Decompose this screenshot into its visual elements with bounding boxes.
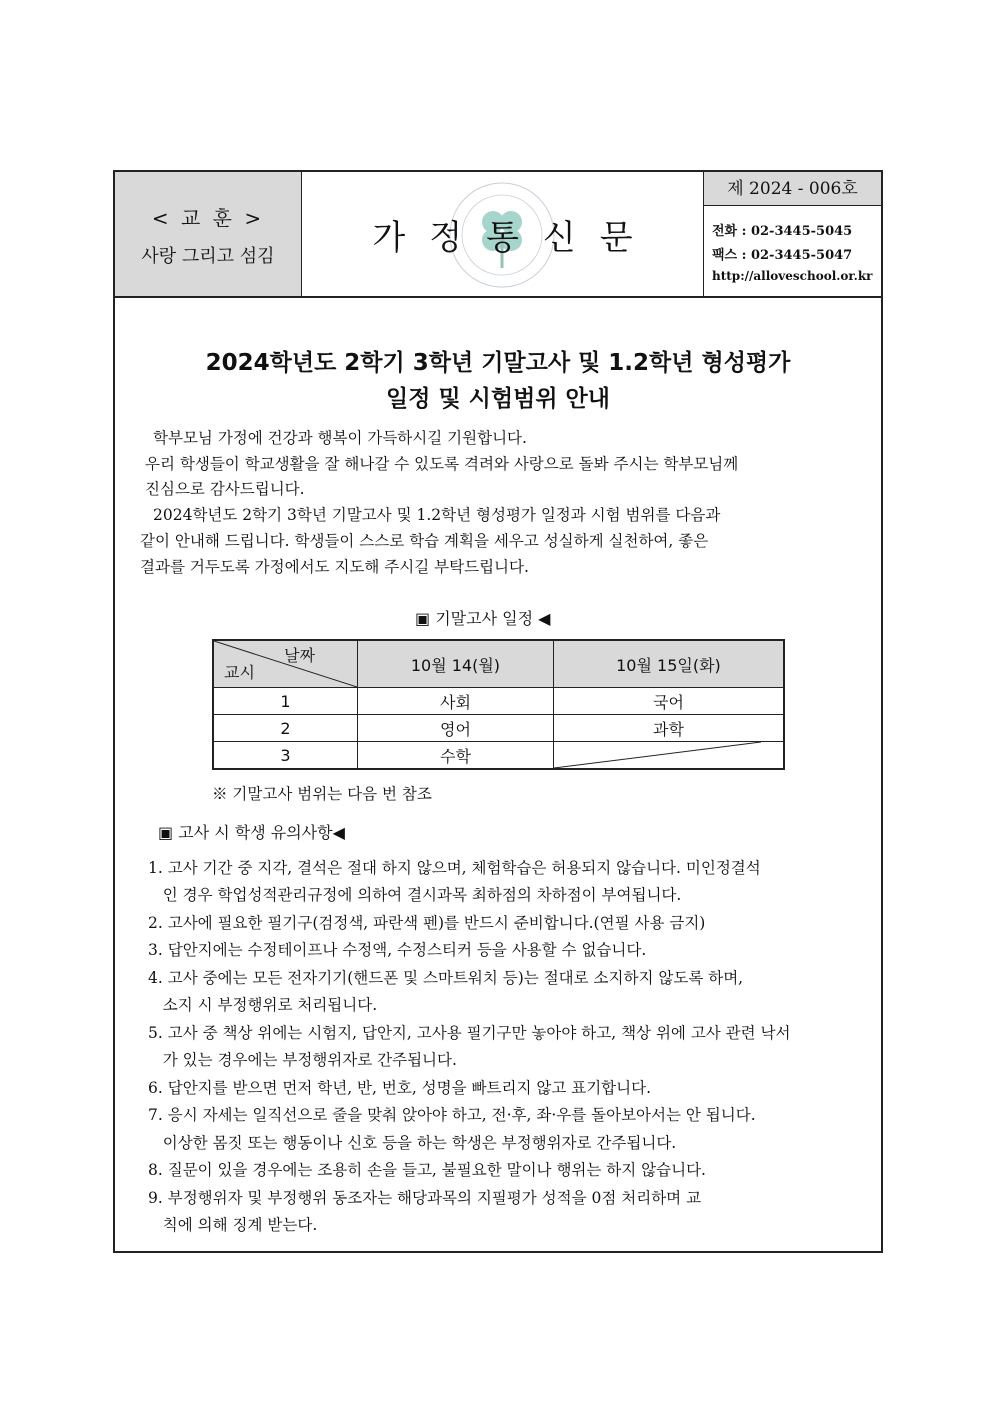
fax-number: 팩스 : 02-3445-5047 <box>712 248 853 263</box>
date-header: 10월 15일(화) <box>553 640 784 688</box>
school-motto-box <box>115 172 302 296</box>
subject-cell: 영어 <box>358 715 554 742</box>
table-row <box>213 688 784 715</box>
rule-line: 인 경우 학업성적관리규정에 의하여 결시과목 최하점의 차하점이 부여됩니다. <box>148 886 682 904</box>
date-header: 10월 14(월) <box>358 640 554 688</box>
rule-line: 4. 고사 중에는 모든 전자기기(핸드폰 및 스마트워치 등)는 절대로 소지하지 않도록 하며, <box>148 969 744 987</box>
corner-date-label: 날짜 <box>284 646 315 665</box>
newsletter-title: 가정통신문 <box>372 218 657 258</box>
table-header-row <box>213 640 784 688</box>
empty-slot-diagonal <box>554 742 761 768</box>
rule-line: 칙에 의해 징계 받는다. <box>148 1216 318 1234</box>
issue-number: 제 2024 - 006호 <box>704 172 881 206</box>
rule-line: 5. 고사 중 책상 위에는 시험지, 답안지, 고사용 필기구만 놓아야 하고, 책상 위에 고사 관련 낙서 <box>148 1024 791 1042</box>
motto-title: < 교 훈 > <box>151 206 265 230</box>
school-url: http://alloveschool.or.kr <box>712 269 873 283</box>
intro-line: 결과를 거두도록 가정에서도 지도해 주시길 부탁드립니다. <box>140 558 529 576</box>
subject-cell: 수학 <box>358 742 554 770</box>
subject-cell: 사회 <box>358 688 554 715</box>
rule-line: 2. 고사에 필요한 필기구(검정색, 파란색 펜)를 반드시 준비합니다.(연필 사용 금지) <box>148 914 706 932</box>
rule-line: 8. 질문이 있을 경우에는 조용히 손을 들고, 불필요한 말이나 행위는 하지 않습니다. <box>148 1161 706 1179</box>
table-row <box>213 715 784 742</box>
rule-line: 1. 고사 기간 중 지각, 결석은 절대 하지 않으며, 체험학습은 허용되지 않습니다. 미인정결석 <box>148 859 761 877</box>
intro-line: 학부모님 가정에 건강과 행복이 가득하시길 기원합니다. <box>153 429 527 447</box>
rule-line: 이상한 몸짓 또는 행동이나 신호 등을 하는 학생은 부정행위자로 간주됩니다. <box>148 1134 677 1152</box>
rule-line: 가 있는 경우에는 부정행위자로 간주됩니다. <box>148 1051 457 1069</box>
intro-line: 진심으로 감사드립니다. <box>145 480 305 498</box>
issue-info-box <box>703 172 881 296</box>
rule-line: 9. 부정행위자 및 부정행위 동조자는 해당과목의 지필평가 성적을 0점 처리하며 교 <box>148 1189 702 1207</box>
main-title-line1: 2024학년도 2학기 3학년 기말고사 및 1.2학년 형성평가 <box>205 350 791 376</box>
rule-line: 7. 응시 자세는 일직선으로 줄을 맞춰 앉아야 하고, 전·후, 좌·우를 돌아보아서는 안 됩니다. <box>148 1106 756 1124</box>
subject-cell: 국어 <box>553 688 784 715</box>
schedule-heading: ▣ 기말고사 일정 ◀ <box>415 609 551 628</box>
newsletter-header <box>115 172 881 298</box>
title-box <box>302 172 703 296</box>
motto-text: 사랑 그리고 섬김 <box>141 246 275 267</box>
exam-schedule-table <box>212 639 785 770</box>
table-row <box>213 742 784 770</box>
rules-heading: ▣ 고사 시 학생 유의사항◀ <box>158 823 345 842</box>
corner-cell <box>213 640 358 688</box>
empty-slot-cell <box>553 742 784 770</box>
rule-line: 소지 시 부정행위로 처리됩니다. <box>148 996 378 1014</box>
range-note: ※ 기말고사 범위는 다음 번 참조 <box>212 785 432 803</box>
rule-line: 6. 답안지를 받으면 먼저 학년, 반, 번호, 성명을 빠트리지 않고 표기합니다. <box>148 1079 652 1097</box>
period-cell: 2 <box>213 715 358 742</box>
intro-line: 2024학년도 2학기 3학년 기말고사 및 1.2학년 형성평가 일정과 시험 범위를 다음과 <box>153 506 721 524</box>
rule-line: 3. 답안지에는 수정테이프나 수정액, 수정스티커 등을 사용할 수 없습니다. <box>148 941 647 959</box>
intro-line: 우리 학생들이 학교생활을 잘 해나갈 수 있도록 격려와 사랑으로 돌봐 주시는 학부모님께 <box>145 455 739 473</box>
period-cell: 3 <box>213 742 358 770</box>
subject-cell: 과학 <box>553 715 784 742</box>
period-cell: 1 <box>213 688 358 715</box>
phone-number: 전화 : 02-3445-5045 <box>712 224 853 239</box>
main-title-line2: 일정 및 시험범위 안내 <box>386 386 610 412</box>
corner-period-label: 교시 <box>224 663 255 682</box>
newsletter-sheet <box>113 170 883 1253</box>
intro-line: 같이 안내해 드립니다. 학생들이 스스로 학습 계획을 세우고 성실하게 실천하여, 좋은 <box>140 532 709 550</box>
